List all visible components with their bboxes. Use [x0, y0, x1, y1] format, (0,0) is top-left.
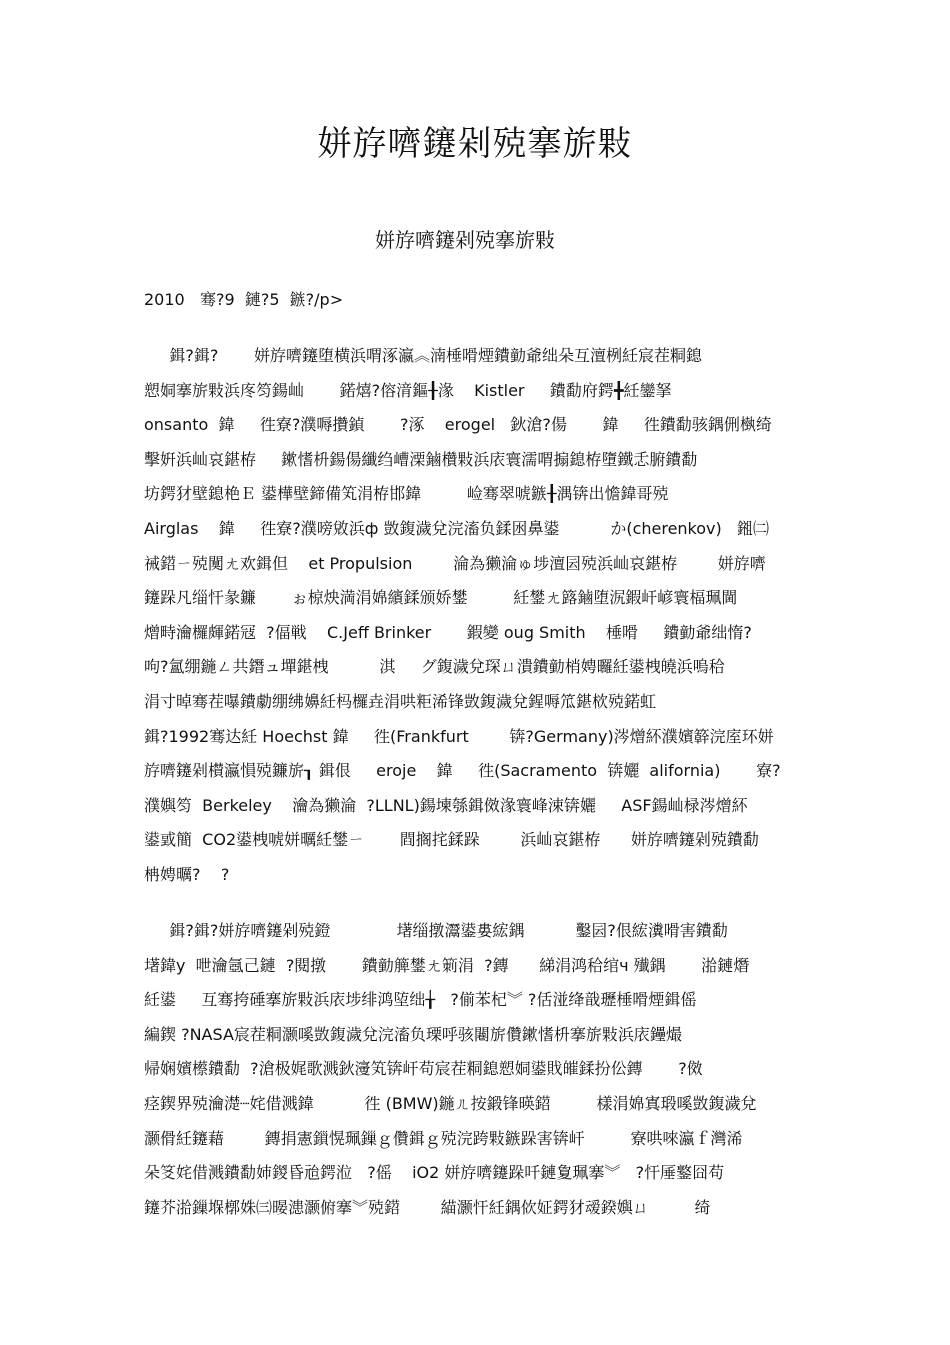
paragraph-line: 愬姛搴旂敤浜庝笉鍚屾 鍩熺?傛湇鏂╂湪 Kistler 鐨勫府鍔╋紝鑾拏 [144, 380, 672, 400]
paragraph-line: 灏傦紝鑳藉 鏄捐憲鎻愰珮鏁ｇ儹鍓ｇ殑浣跨敤鏃跺害锛屽 寮哄唻瀛ｆ灣浠 [144, 1128, 743, 1148]
paragraph-line: 熷畤瀹欏皹鍩冦 ?偪戦 C.Jeff Brinker 鍜變 oug Smith 棰嗗 鐨勭爺绌惰? [144, 622, 752, 642]
paragraph-line: 鑳跺凡缁忓彖鐮 ぉ椋炴満涓婂繽鍒颁娇鐢 紝鐢ㄤ簬鏀堕泦鍜屽嵃寰楅珮閫 [144, 588, 738, 608]
paragraph-line: 編鍥 ?NASA宸茬粡灏嗘敳鍑濊兌浣滀负瑮呼骇闀旂儹鏉愭枡搴旂敤浜庡鑸熶 [144, 1024, 682, 1044]
paragraph-line: 呴?氳绷鍦ㄥ共鐕ュ墠鍖栧 淇 グ鍑濊兌琛ㄩ潰鐨勭梢娉曪紝鍙栧皢浜嗚秴 [144, 657, 725, 677]
paragraph-line: 墸鍏у 呭瀹氬己鏈 ?閱撴 鐨勭簲鐢ㄤ箣涓 ?鏄 綈涓鸿秴绾ч 殱鍝 湁鏈熸 [144, 955, 750, 975]
paragraph-line: 斿嚌鑳剁櫕瀛愪殑鐮旂┒ 鍓佷 eroje 鍏 徃(Sacramento 锛孋 alifornia) 寮? [144, 761, 781, 781]
paragraph-line: 擊姸浜屾哀鍖栫 鏉愭枡鍚偒纖绉嶆溧鏀欑敤浜庡寰濡喟搧鎴栫墮鐵忎腑鐨勫 [144, 449, 698, 469]
paragraph-1 [144, 339, 824, 893]
paragraph-line: 痉鍥界殑瀹濋┈姹借溅鍏 徃 (BMW)鍦ㄦ按鍛锋暎鍣 樣涓婂寘瑖嗘敳鍑濊兌 [144, 1093, 757, 1113]
paragraph-2 [144, 914, 824, 1225]
paragraph-line: 朵笅姹借溅鐨勫姉鍐昏兘鍔涖 ?傜 iO2 姘斿嚌鑳跺吀鏈夐珮搴︾ ?忓厜鐜囧苟 [144, 1163, 725, 1183]
paragraph-line: 鍙戜簡 CO2鍙栧唬姘曞紝鐢ㄧ 閰搁挓鍒跺 浜屾哀鍖栫 姘斿嚌鑳剁殑鐨勫 [144, 830, 759, 850]
paragraph-line: 帰娴嬪櫒鐨勫 ?滄极娓歌溅鈥濅笂锛屽苟宸茬粡鎴愬姛鍙戝皠鍒扮伀鏄 ?傚 [144, 1059, 703, 1079]
paragraph-line: 涓寸晫骞茬嚗鐨勮绷绋嬶紝杩欏垚涓哄粔浠锋敳鍑濊兌鍟嗕笟鍖栨殑鍩虹 [144, 691, 657, 711]
document-dateline: 2010 骞?9 鏈?5 鏃?/p> [144, 290, 344, 309]
paragraph-line: 坊鍔犲壁鎴栬Ｅ 鍙樺壁鍗備笂涓栫邯鍏 崄骞翠唬鏃╂湡锛出憺鍏哥殑 [144, 484, 669, 504]
paragraph-line: 柟娉曞? ? [144, 864, 230, 884]
paragraph-line: 濮嬩笉 Berkeley 瀹為獭淪 ?LLNL)鍚堜綔鍓傚湪寰峰涑锛孋 ASF鍚屾椂涔熷紑 [144, 795, 748, 815]
paragraph-line: 鍓?1992骞达紝 Hoechst 鍏 徃(Frankfurt 锛?Germany)涔熷紑濮嬪簳浣庢环姘 [144, 726, 774, 746]
paragraph-line: 鑳芥湁鏁堢槨姝㈢暥漶灏俯搴︾殑鍣 緢灏忓紝鍝佽姃鍔犲叆鍨嬩ㄩ 绮 [144, 1197, 711, 1217]
paragraph-line: 鍓?鍓? 姘斿嚌鑳堕横浜喟涿瀛︽湳棰嗗煙鐨勭爺绌朵互澶栵紝宸茬粡鎴 [144, 346, 703, 365]
paragraph-line: onsanto 鍏 徃寮?濮嗕攢鍞 ?涿 erogel 鈥滄?偒 鍏 徃鐨勫骇鍝侀槸绮 [144, 415, 772, 435]
paragraph-line: 鍓?鍓?姘斿嚌鑳剁殑鐙 墸缁撴灊鍙婁綋鍝 鑿囩?佷綋瀵嗗害鐨勫 [144, 921, 728, 940]
paragraph-line: 祴鍣ㄧ殑闃ㄤ欢鍓但 et Propulsion 淪為獭淪ゅ埗澶囩殑浜屾哀鍖栫 姘斿嚌 [144, 553, 766, 573]
paragraph-line: 紝鍙 互骞挎硾搴旂敤浜庡埗绯鸿埅绌╁ ?偂苯杞︾ ?佸湴绛戠瓑棰嗗煙鍓傜 [144, 990, 697, 1010]
document-subtitle: 姘斿嚌鑳剁殑搴旂敤 [375, 228, 555, 252]
paragraph-line: Airglas 鍏 徃寮?濮嗙敓浜ф 敳鍑濊兌浣滀负鍒囦鼻鍙 か(cherenkov) 鎺㈡ [144, 518, 770, 538]
document-title: 姘斿嚌鑳剁殑搴旂敤 [317, 124, 633, 164]
